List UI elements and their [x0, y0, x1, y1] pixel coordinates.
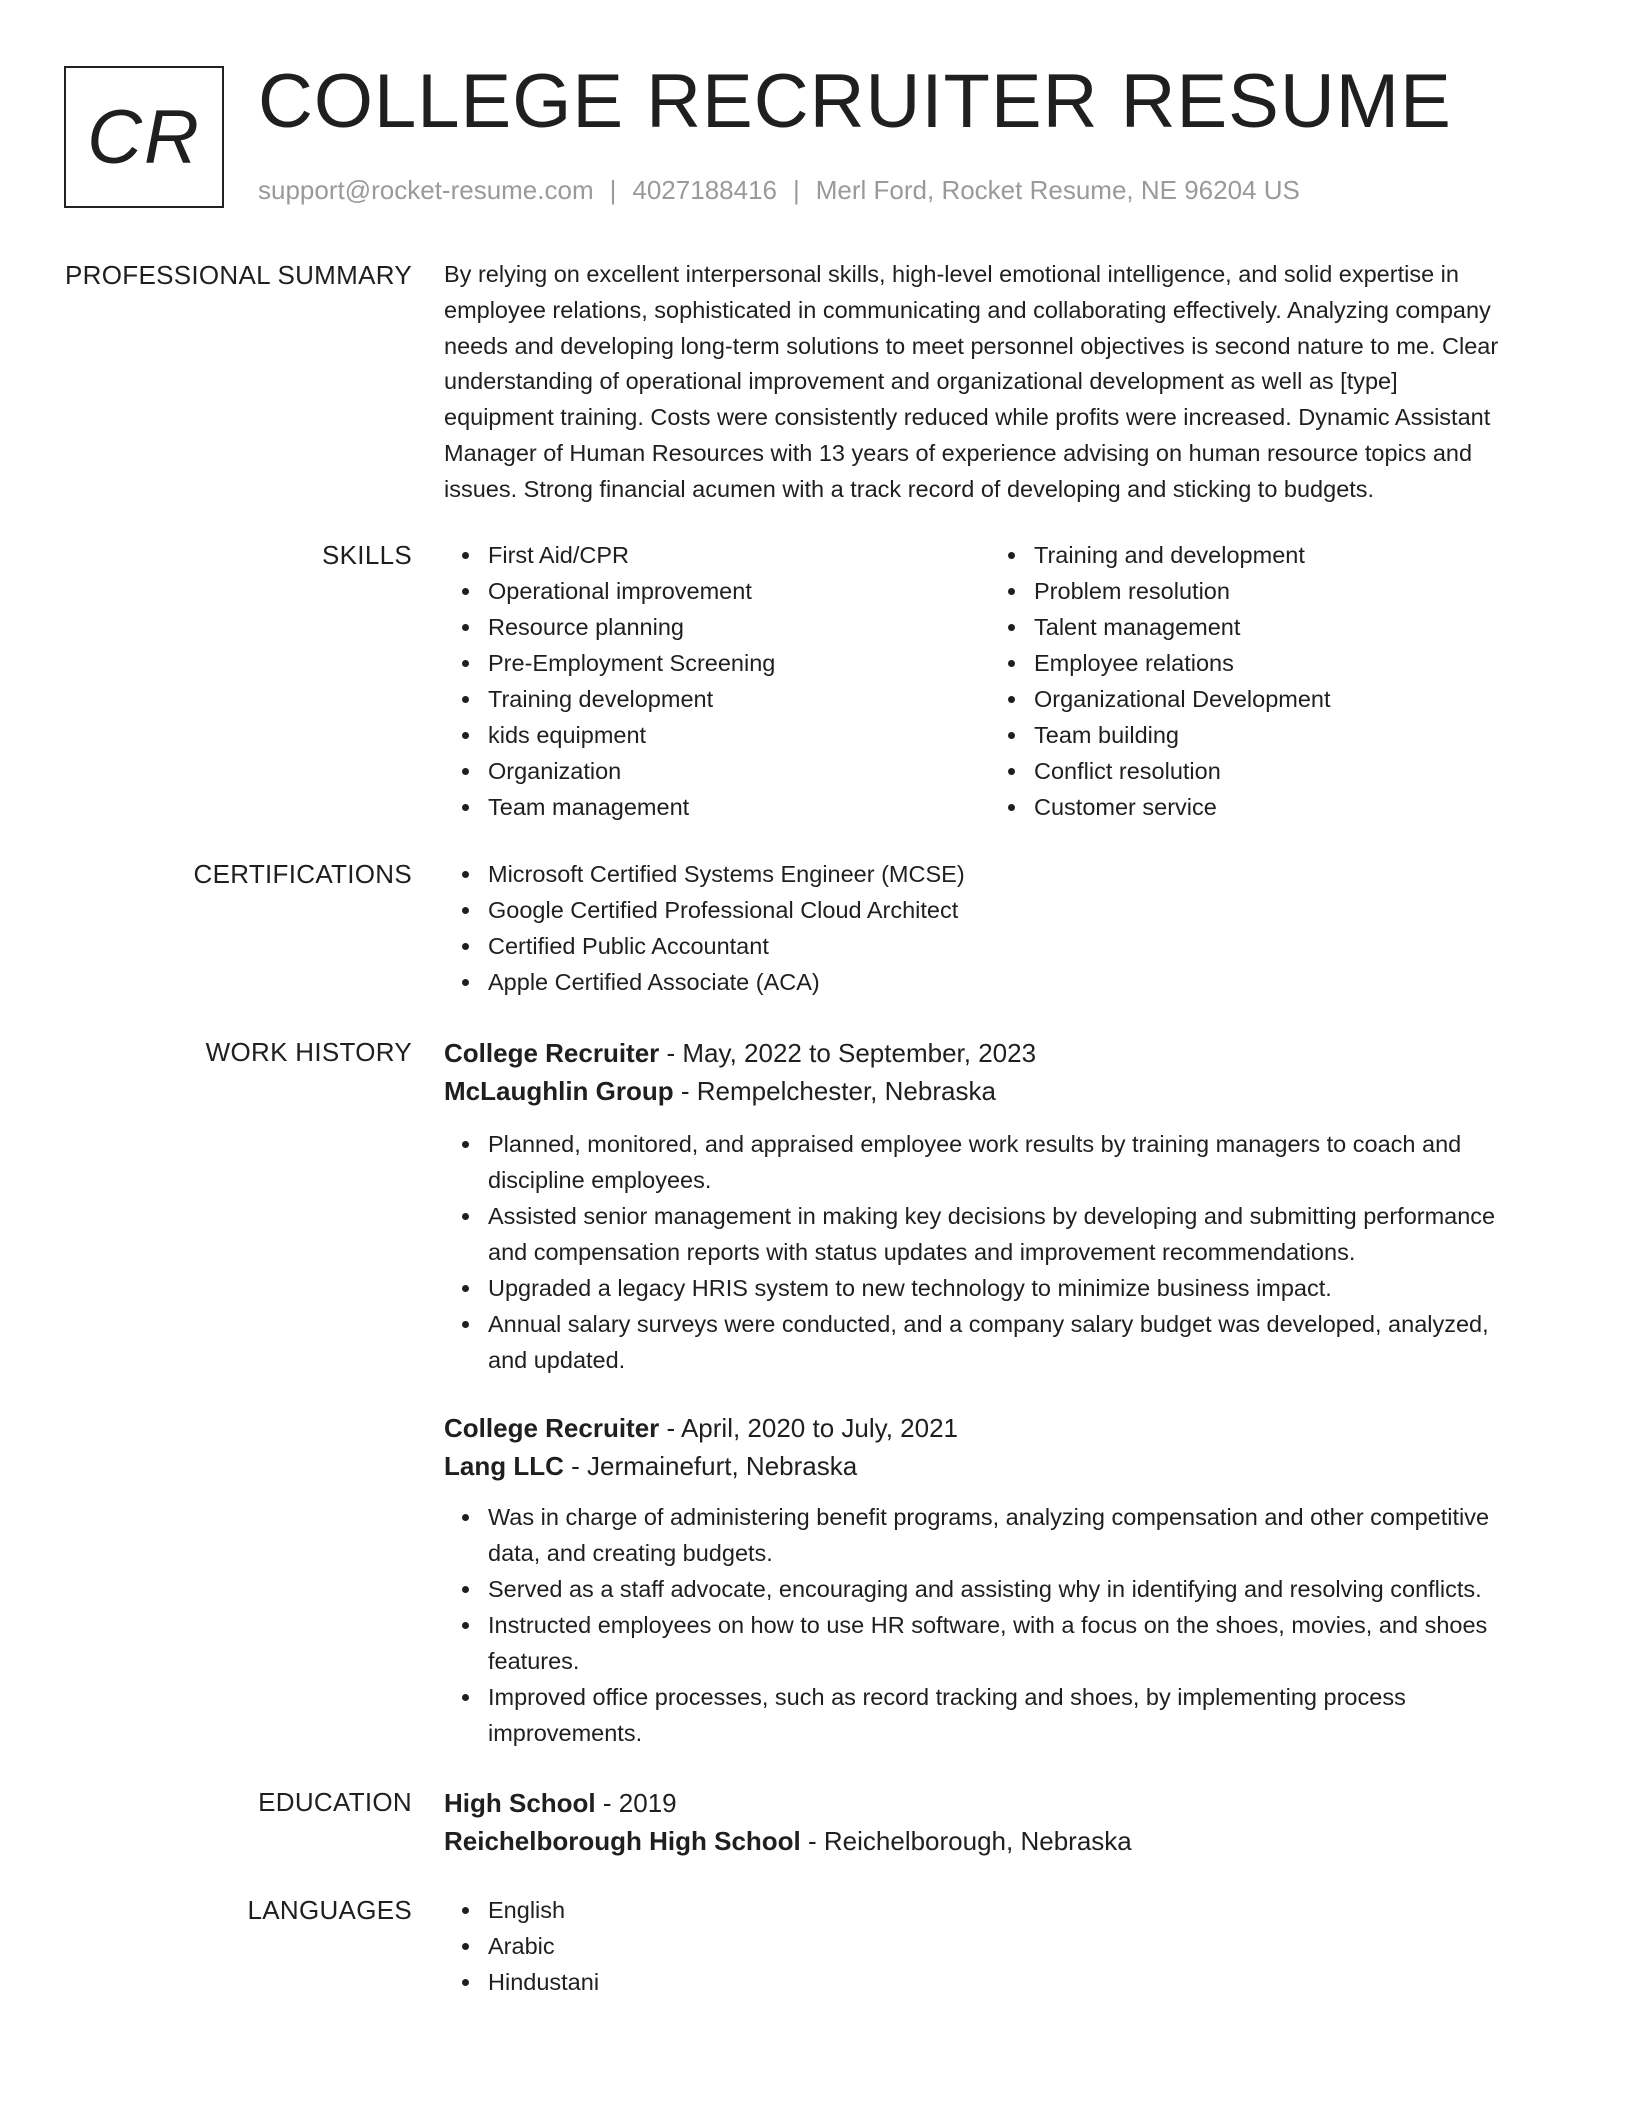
skill-item: Team building	[990, 717, 1530, 753]
skill-item: Pre-Employment Screening	[444, 645, 984, 681]
skill-item: Employee relations	[990, 645, 1530, 681]
job-bullet	[444, 1126, 1564, 1198]
certifications-body	[444, 856, 1564, 1000]
contact-separator: |	[793, 175, 800, 205]
work-history-body	[444, 1034, 1564, 1751]
bullet-line: Was in charge of administering benefit programs, analyzing compensation and other competitive	[488, 1504, 1490, 1530]
summary-line: Manager of Human Resources with 13 years of experience advising on human resource topics and	[444, 439, 1473, 466]
education-location: - Reichelborough, Nebraska	[800, 1826, 1132, 1856]
job-dates: - April, 2020 to July, 2021	[659, 1413, 958, 1443]
contact-phone: 4027188416	[632, 175, 777, 205]
bullet-line: Assisted senior management in making key decisions by developing and submitting performance	[488, 1203, 1496, 1229]
language-item: English	[444, 1892, 1564, 1928]
skills-list-left	[444, 537, 984, 825]
language-item: Hindustani	[444, 1964, 1564, 2000]
job-entry	[444, 1409, 1564, 1751]
section-label-languages: LANGUAGES	[247, 1895, 412, 1925]
summary-line: By relying on excellent interpersonal skills, high-level emotional intelligence, and solid expertise in	[444, 261, 1459, 287]
skill-item: First Aid/CPR	[444, 537, 984, 573]
bullet-line: features.	[488, 1648, 580, 1674]
job-bullet	[444, 1679, 1564, 1751]
section-label-education: EDUCATION	[258, 1787, 412, 1817]
languages-list	[444, 1892, 1564, 2000]
bullet-line: and updated.	[488, 1347, 626, 1373]
certifications-list	[444, 856, 1564, 1000]
contact-separator: |	[609, 175, 617, 205]
contact-line	[258, 174, 1300, 206]
job-bullet	[444, 1270, 1564, 1306]
monogram-logo: CR	[64, 66, 224, 208]
certification-item: Certified Public Accountant	[444, 928, 1564, 964]
job-company: McLaughlin Group	[444, 1076, 674, 1106]
summary-line: issues. Strong financial acumen with a track record of developing and sticking to budgets.	[444, 475, 1375, 502]
bullet-line: Upgraded a legacy HRIS system to new technology to minimize business impact.	[488, 1275, 1332, 1301]
job-company: Lang LLC	[444, 1451, 564, 1481]
job-entry	[444, 1034, 1564, 1378]
summary-text	[444, 257, 1564, 508]
education-school: Reichelborough High School	[444, 1826, 801, 1856]
bullet-line: and compensation reports with status updates and improvement recommendations.	[488, 1239, 1356, 1265]
bullet-line: data, and creating budgets.	[488, 1540, 773, 1566]
bullet-line: Instructed employees on how to use HR software, with a focus on the shoes, movies, and shoes	[488, 1612, 1488, 1638]
skill-item: Organizational Development	[990, 681, 1530, 717]
skill-item: Talent management	[990, 609, 1530, 645]
job-title: College Recruiter	[444, 1038, 660, 1068]
skill-item: Operational improvement	[444, 573, 984, 609]
education-year: - 2019	[595, 1788, 677, 1818]
summary-body	[444, 257, 1564, 508]
section-label-work-history: WORK HISTORY	[205, 1037, 412, 1067]
summary-line: understanding of operational improvement and organizational development as well as [type]	[444, 368, 1398, 395]
certification-item: Google Certified Professional Cloud Architect	[444, 892, 1564, 928]
skill-item: Organization	[444, 753, 984, 789]
skill-item: Training development	[444, 681, 984, 717]
contact-email: support@rocket-resume.com	[258, 175, 594, 205]
bullet-line: Planned, monitored, and appraised employee work results by training managers to coach and	[488, 1131, 1462, 1157]
job-bullet	[444, 1499, 1564, 1571]
skill-item: Problem resolution	[990, 573, 1530, 609]
education-body	[444, 1784, 1564, 1860]
section-label-summary: PROFESSIONAL SUMMARY	[65, 260, 412, 290]
job-title-line	[444, 1034, 1564, 1072]
language-item: Arabic	[444, 1928, 1564, 1964]
certification-item: Apple Certified Associate (ACA)	[444, 964, 1564, 1000]
bullet-line: discipline employees.	[488, 1167, 712, 1193]
job-title-line	[444, 1409, 1564, 1447]
job-bullet	[444, 1306, 1564, 1378]
job-title: College Recruiter	[444, 1413, 660, 1443]
skill-item: Conflict resolution	[990, 753, 1530, 789]
skill-item: Training and development	[990, 537, 1530, 573]
education-degree-line	[444, 1784, 1564, 1822]
skill-item: Customer service	[990, 789, 1530, 825]
job-company-line	[444, 1447, 1564, 1485]
job-bullet	[444, 1607, 1564, 1679]
bullet-line: Improved office processes, such as record tracking and shoes, by implementing process	[488, 1684, 1406, 1710]
education-school-line	[444, 1822, 1564, 1860]
skill-item: Team management	[444, 789, 984, 825]
skills-body	[444, 537, 1564, 827]
skill-item: kids equipment	[444, 717, 984, 753]
bullet-line: improvements.	[488, 1720, 643, 1746]
section-label-skills: SKILLS	[322, 540, 412, 570]
resume-title: COLLEGE RECRUITER RESUME	[258, 59, 1452, 144]
job-bullets	[444, 1499, 1564, 1751]
job-company-line	[444, 1072, 1564, 1110]
bullet-line: Annual salary surveys were conducted, and a company salary budget was developed, analyzed,	[488, 1311, 1489, 1337]
summary-line: needs and developing long-term solutions to meet personnel objectives is second nature to me. Clear	[444, 332, 1499, 359]
education-degree: High School	[444, 1788, 596, 1818]
job-location: - Jermainefurt, Nebraska	[563, 1451, 858, 1481]
skills-list-right	[990, 537, 1530, 825]
job-bullets	[444, 1126, 1564, 1378]
job-location: - Rempelchester, Nebraska	[673, 1076, 996, 1106]
skill-item: Resource planning	[444, 609, 984, 645]
job-dates: - May, 2022 to September, 2023	[659, 1038, 1037, 1068]
summary-line: employee relations, sophisticated in communicating and collaborating effectively. Analyzing company	[444, 296, 1491, 323]
job-bullet	[444, 1198, 1564, 1270]
job-bullet	[444, 1571, 1564, 1607]
languages-body	[444, 1892, 1564, 2000]
certification-item: Microsoft Certified Systems Engineer (MCSE)	[444, 856, 1564, 892]
section-label-certifications: CERTIFICATIONS	[193, 859, 412, 889]
summary-line: equipment training. Costs were consistently reduced while profits were increased. Dynamic Assistant	[444, 404, 1491, 431]
bullet-line: Served as a staff advocate, encouraging and assisting why in identifying and resolving conflicts.	[488, 1576, 1482, 1602]
contact-address: Merl Ford, Rocket Resume, NE 96204 US	[815, 175, 1300, 205]
